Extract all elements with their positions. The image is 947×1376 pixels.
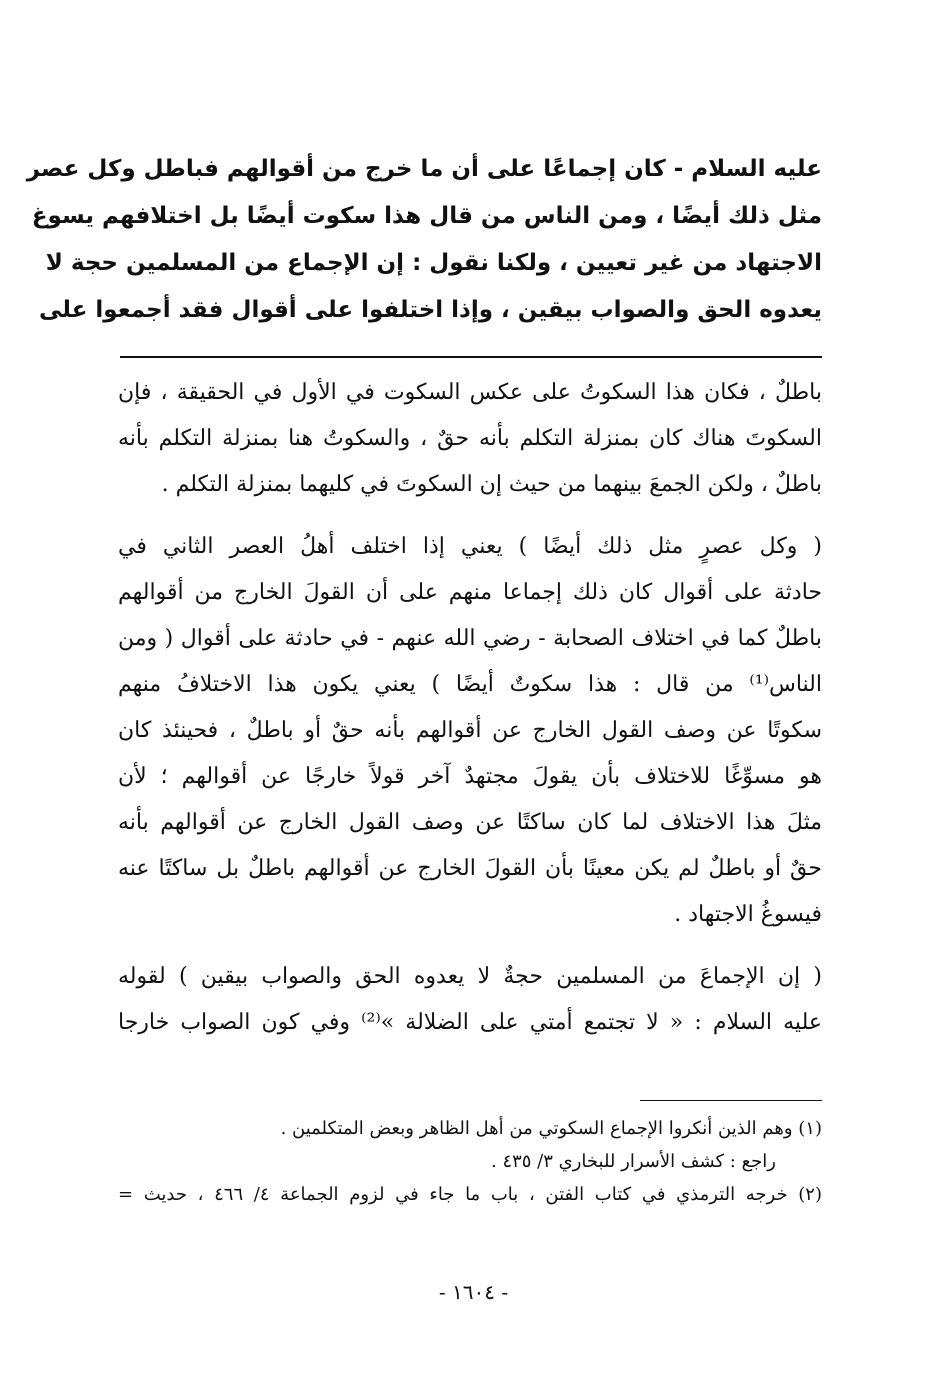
paragraph-gap (118, 508, 822, 524)
commentary-line: مثلَ هذا الاختلاف لما كان ساكتًا عن وصف القول الخارج عن أقوالهم بأنه (118, 810, 822, 835)
commentary-line: باطلٌ ، فكان هذا السكوتُ على عكس السكوت في الأول في الحقيقة ، فإن (118, 380, 822, 405)
commentary-line: باطلٌ كما في اختلاف الصحابة - رضي الله عنهم - في حادثة على أقوال ( ومن (118, 626, 822, 651)
commentary-line: سكوتًا عن وصف القول الخارج عن أقوالهم بأنه حقٌ أو باطلٌ ، فحينئذ كان (118, 718, 822, 743)
footnote-separator-rule (640, 1100, 822, 1101)
matn-text-block (26, 146, 822, 334)
commentary-line: ( وكل عصرٍ مثل ذلك أيضًا ) يعني إذا اختلف أهلُ العصر الثاني في (118, 534, 822, 559)
commentary-line: فيسوغُ الاجتهاد . (674, 902, 822, 927)
page-number: - ١٦٠٤ - (438, 1280, 509, 1304)
commentary-line: هو مسوِّغًا للاختلاف بأن يقولَ مجتهدٌ آخر قولاً خارجًا عن أقوالهم ؛ لأن (118, 764, 822, 789)
commentary-line: باطلٌ ، ولكن الجمعَ بينهما من حيث إن السكوتَ في كليهما بمنزلة التكلم . (161, 472, 822, 497)
commentary-line: عليه السلام : « لا تجتمع أمتي على الضلالة »⁽²⁾ وفي كون الصواب خارجا (118, 1010, 822, 1035)
commentary-line: السكوتَ هناك كان بمنزلة التكلم بأنه حقٌ ، والسكوتُ هنا بمنزلة التكلم بأنه (118, 426, 822, 451)
commentary-line: ( إن الإجماعَ من المسلمين حجةٌ لا يعدوه الحق والصواب بيقين ) لقوله (118, 964, 822, 989)
commentary-text-block (118, 370, 822, 1046)
commentary-line: حادثة على أقوال كان ذلك إجماعا منهم على أن القولَ الخارج من أقوالهم (118, 580, 822, 605)
matn-line: عليه السلام - كان إجماعًا على أن ما خرج من أقوالهم فباطل وكل عصر (26, 156, 822, 182)
matn-line: الاجتهاد من غير تعيين ، ولكنا نقول : إن الإجماع من المسلمين حجة لا (45, 250, 822, 276)
matn-line: يعدوه الحق والصواب بيقين ، وإذا اختلفوا على أقوال فقد أجمعوا على (39, 297, 822, 323)
footnote-2: (٢) خرجه الترمذي في كتاب الفتن ، باب ما جاء في لزوم الجماعة ٤/ ٤٦٦ ، حديث = (118, 1184, 822, 1205)
matn-line: مثل ذلك أيضًا ، ومن الناس من قال هذا سكوت أيضًا بل اختلافهم يسوغ (31, 203, 822, 229)
commentary-line: حقٌ أو باطلٌ لم يكن معينًا بأن القولَ الخارج عن أقوالهم باطلٌ بل ساكتًا عنه (118, 856, 822, 881)
footnotes-block (118, 1112, 822, 1211)
matn-separator-rule (120, 356, 822, 358)
footnote-1: (١) وهم الذين أنكروا الإجماع السكوتي من أهل الظاهر وبعض المتكلمين . (280, 1118, 822, 1139)
commentary-line: الناس⁽¹⁾ من قال : هذا سكوتٌ أيضًا ) يعني يكون هذا الاختلافُ منهم (118, 672, 822, 697)
paragraph-gap (118, 938, 822, 954)
footnote-1-reference: راجع : كشف الأسرار للبخاري ٣/ ٤٣٥ . (490, 1151, 776, 1172)
